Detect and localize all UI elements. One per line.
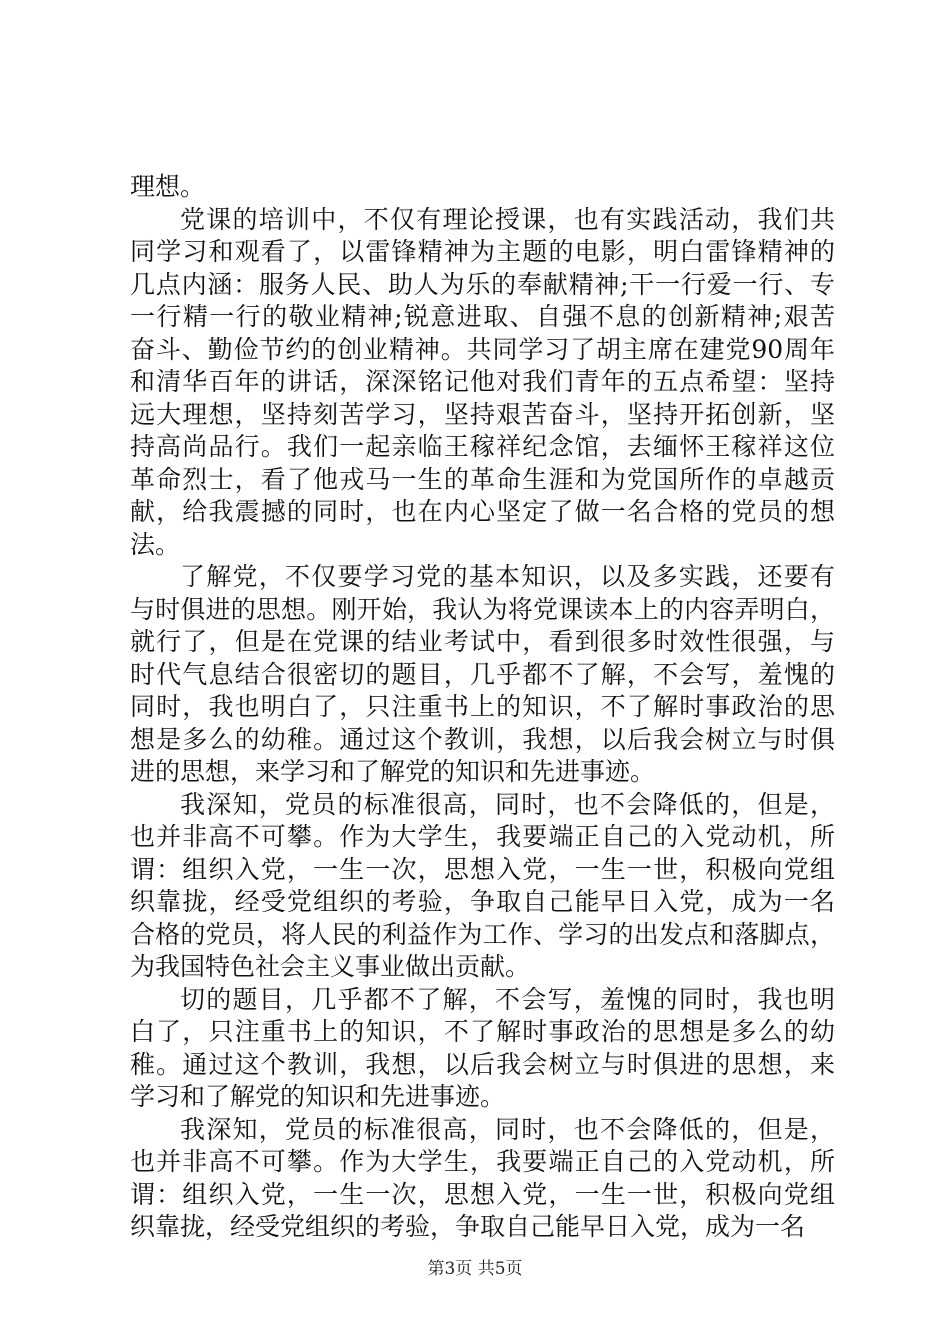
text-line: 织靠拢，经受党组织的考验，争取自己能早日入党，成为一名 bbox=[130, 887, 835, 916]
text-line: 白了，只注重书上的知识，不了解时事政治的思想是多么的幼 bbox=[130, 1017, 835, 1046]
text-line: 谓：组织入党，一生一次，思想入党，一生一世，积极向党组 bbox=[130, 1179, 835, 1209]
text-line: 也并非高不可攀。作为大学生，我要端正自己的入党动机，所 bbox=[130, 822, 835, 851]
text-line: 就行了，但是在党课的结业考试中，看到很多时效性很强，与 bbox=[130, 627, 835, 656]
text-line: 时代气息结合很密切的题目，几乎都不了解，不会写，羞愧的 bbox=[130, 659, 835, 689]
text-line: 理想。 bbox=[130, 172, 206, 201]
text-line: 也并非高不可攀。作为大学生，我要端正自己的入党动机，所 bbox=[130, 1147, 835, 1176]
text-line: 革命烈士，看了他戎马一生的革命生涯和为党国所作的卓越贡 bbox=[130, 464, 835, 494]
text-line: 一行精一行的敬业精神;锐意进取、自强不息的创新精神;艰苦 bbox=[130, 302, 835, 331]
text-line: 我深知，党员的标准很高，同时，也不会降低的，但是， bbox=[180, 1114, 835, 1144]
text-line: 同学习和观看了，以雷锋精神为主题的电影，明白雷锋精神的 bbox=[130, 237, 835, 266]
text-line: 和清华百年的讲话，深深铭记他对我们青年的五点希望：坚持 bbox=[130, 367, 835, 396]
text-line: 党课的培训中，不仅有理论授课，也有实践活动，我们共 bbox=[180, 204, 835, 234]
text-line: 合格的党员，将人民的利益作为工作、学习的出发点和落脚点， bbox=[130, 919, 835, 949]
text-line: 进的思想，来学习和了解党的知识和先进事迹。 bbox=[130, 757, 656, 786]
text-line: 我深知，党员的标准很高，同时，也不会降低的，但是， bbox=[180, 789, 835, 819]
text-line: 学习和了解党的知识和先进事迹。 bbox=[130, 1082, 506, 1111]
text-line: 了解党，不仅要学习党的基本知识，以及多实践，还要有 bbox=[180, 562, 835, 591]
text-line: 献，给我震撼的同时，也在内心坚定了做一名合格的党员的想 bbox=[130, 497, 835, 526]
text-line: 切的题目，几乎都不了解，不会写，羞愧的同时，我也明 bbox=[180, 984, 835, 1014]
text-line: 远大理想，坚持刻苦学习，坚持艰苦奋斗，坚持开拓创新，坚 bbox=[130, 399, 835, 429]
page-number-footer: 第3页 共5页 bbox=[427, 1259, 523, 1279]
text-line: 法。 bbox=[130, 529, 181, 559]
text-line: 稚。通过这个教训，我想，以后我会树立与时俱进的思想，来 bbox=[130, 1049, 835, 1079]
text-line: 谓：组织入党，一生一次，思想入党，一生一世，积极向党组 bbox=[130, 854, 835, 884]
text-line: 持高尚品行。我们一起亲临王稼祥纪念馆，去缅怀王稼祥这位 bbox=[130, 432, 835, 461]
text-line: 为我国特色社会主义事业做出贡献。 bbox=[130, 952, 531, 981]
text-line: 同时，我也明白了，只注重书上的知识，不了解时事政治的思 bbox=[130, 692, 835, 721]
text-line: 几点内涵：服务人民、助人为乐的奉献精神;干一行爱一行、专 bbox=[130, 269, 835, 299]
text-line: 奋斗、勤俭节约的创业精神。共同学习了胡主席在建党90周年 bbox=[130, 334, 835, 364]
text-line: 想是多么的幼稚。通过这个教训，我想，以后我会树立与时俱 bbox=[130, 724, 835, 754]
text-line: 与时俱进的思想。刚开始，我认为将党课读本上的内容弄明白， bbox=[130, 594, 835, 624]
text-line: 织靠拢，经受党组织的考验，争取自己能早日入党，成为一名 bbox=[130, 1212, 806, 1241]
